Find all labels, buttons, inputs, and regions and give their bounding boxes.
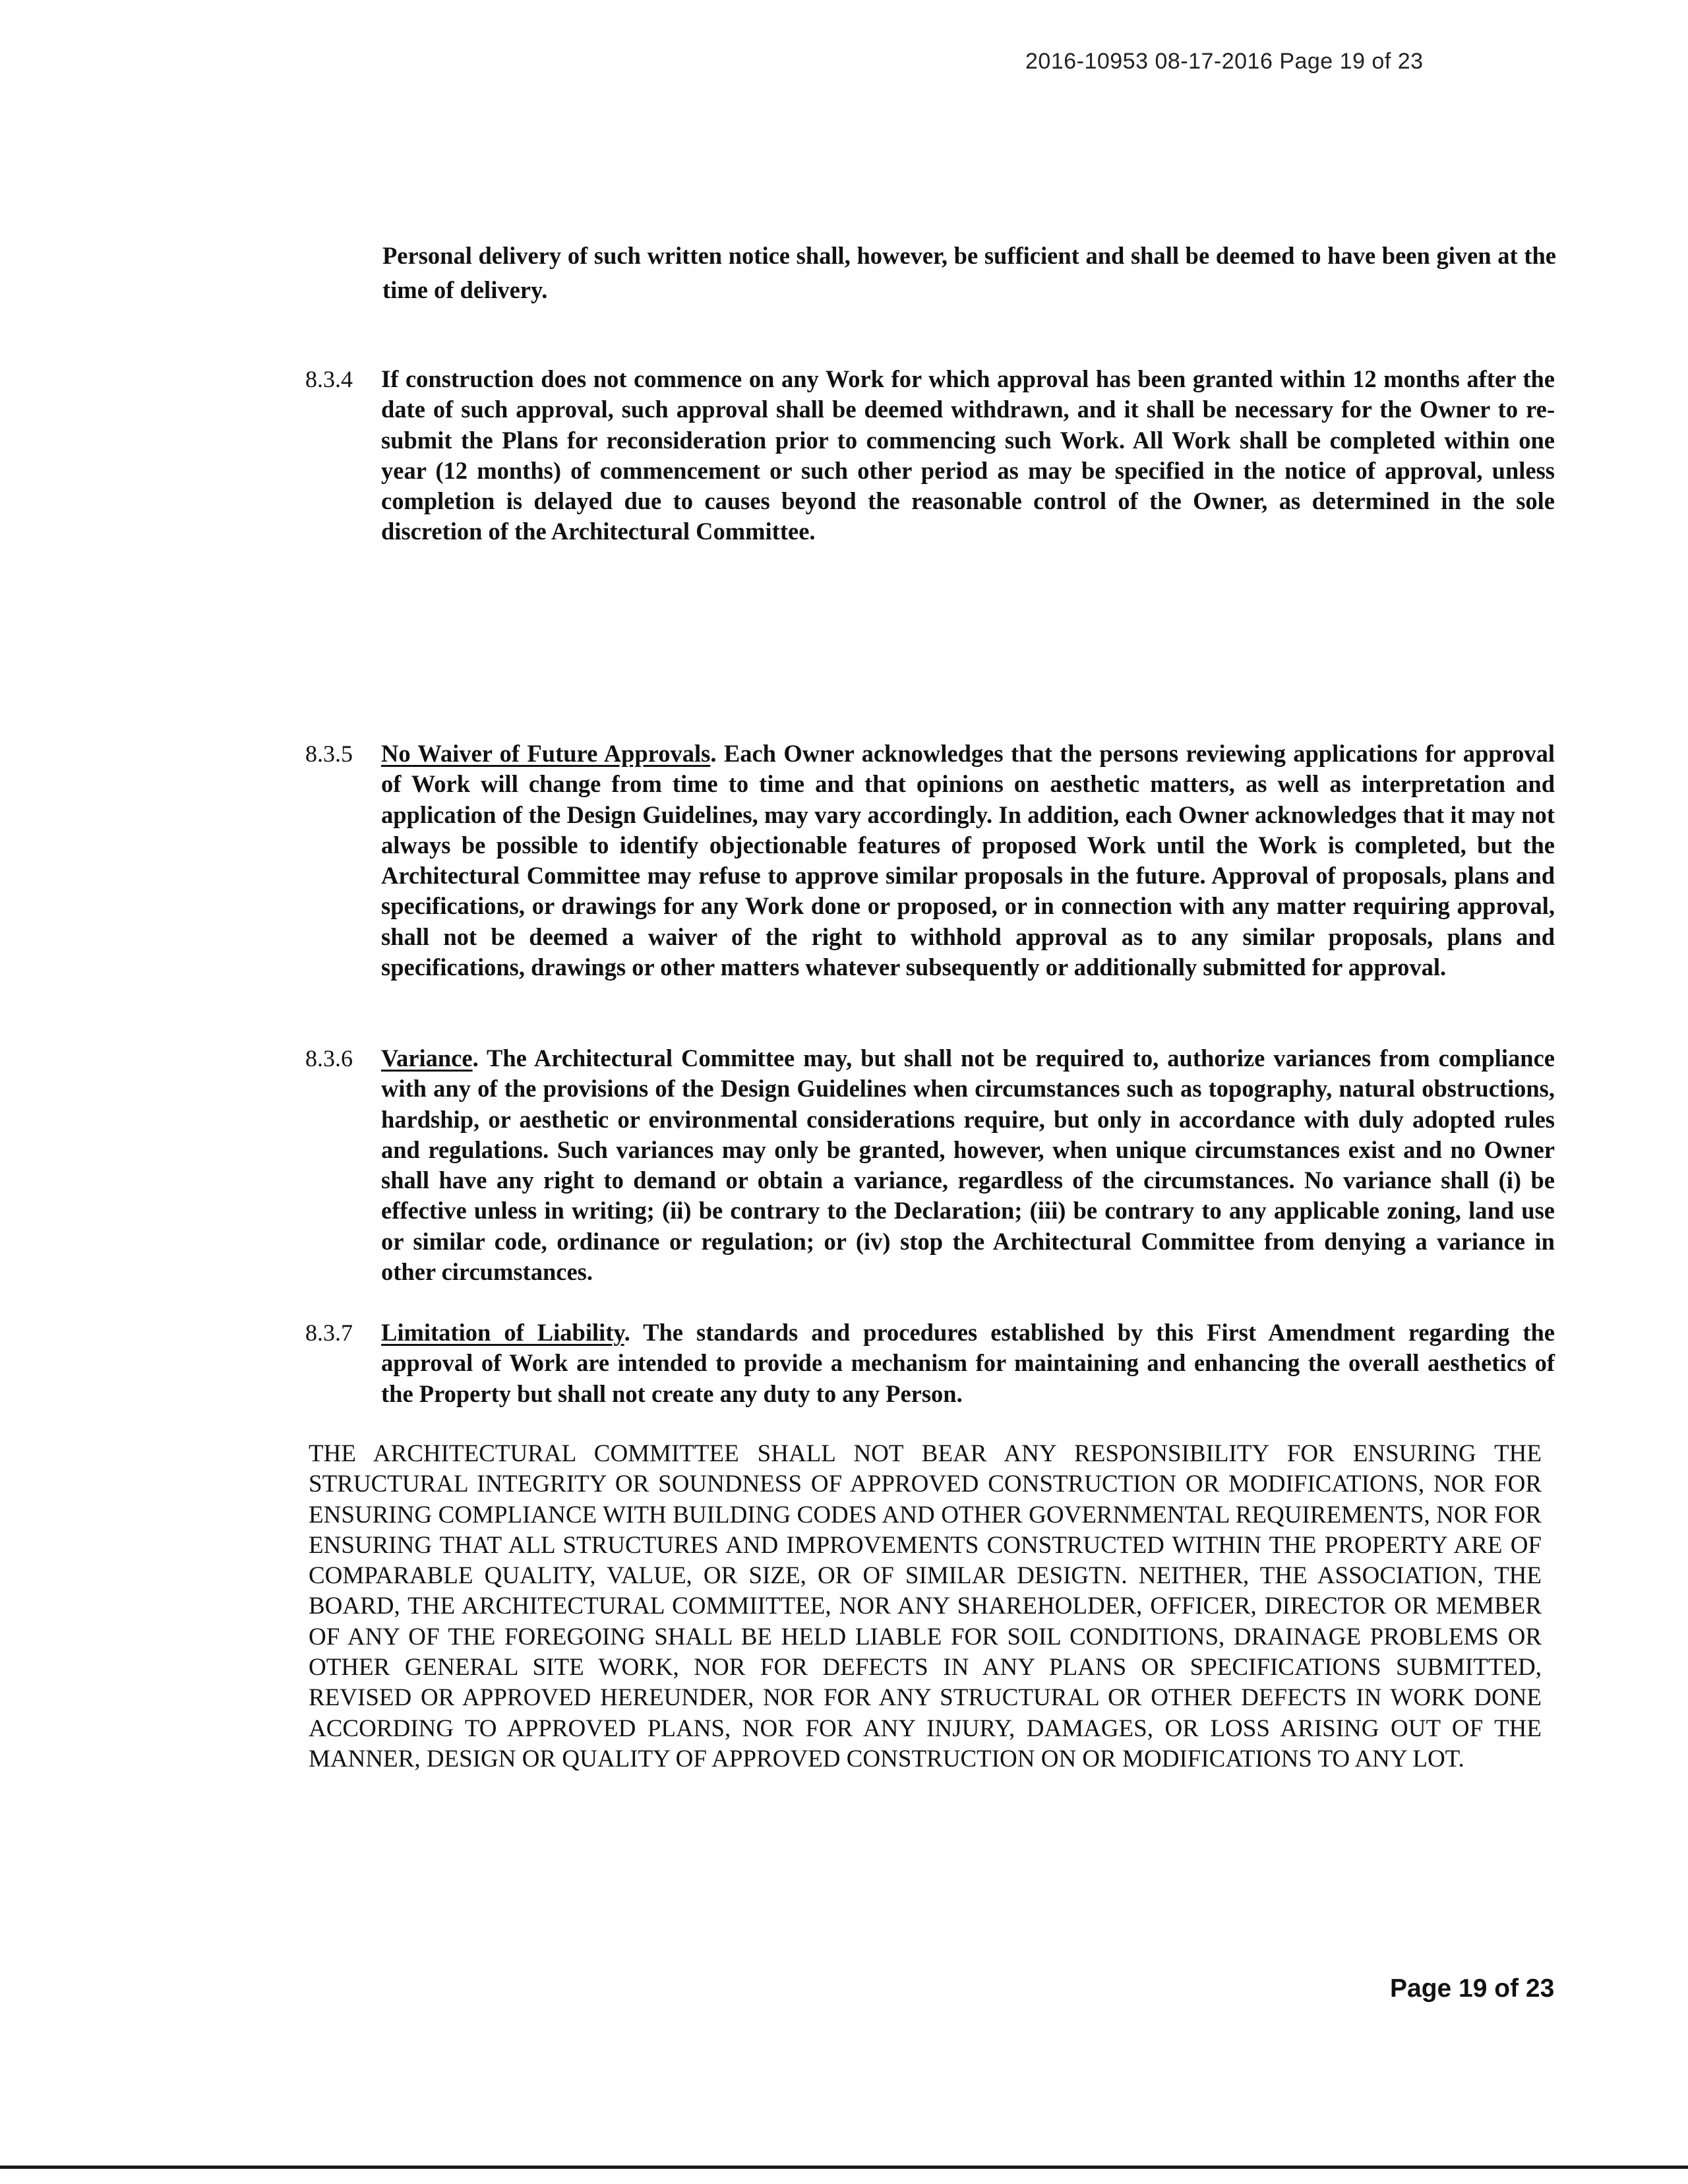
- section-8-3-6-text: . The Architectural Committee may, but shall not be required to, authorize variances from compliance with any of the provisions of the Design Guidelines when circumstances such as topography, natural obstructions, hardship, or aesthetic or environmental considerations require, but only in accordance with duly adopted rules and regulations. Such variances may only be granted, however, when unique circumstances exist and no Owner shall have any right to demand or obtain a variance, regardless of the circumstances. No variance shall (i) be effective unless in writing; (ii) be contrary to the Declaration; (iii) be contrary to any applicable zoning, land use or similar code, ordinance or regulation; or (iv) stop the Architectural Committee from denying a variance in other circumstances.: [381, 1045, 1555, 1286]
- section-number-8-3-5: 8.3.5: [305, 741, 353, 767]
- section-8-3-7-text: . The standards and procedures established by this First Amendment regarding the approval of Work are intended to provide a mechanism for maintaining and enhancing the overall aesthetics of the Property but shall not create any duty to any Person.: [381, 1319, 1555, 1407]
- section-8-3-7-body: [381, 1318, 1555, 1409]
- continuation-paragraph: Personal delivery of such written notice shall, however, be sufficient and shall be deemed to have been given at the time of delivery.: [382, 242, 1556, 303]
- section-8-3-4-body: [381, 364, 1555, 547]
- section-8-3-6-body: [381, 1043, 1555, 1287]
- section-number-8-3-7: 8.3.7: [305, 1320, 353, 1346]
- page-number: Page 19 of 23: [1390, 1974, 1555, 2003]
- document-stamp: 2016-10953 08-17-2016 Page 19 of 23: [1025, 49, 1424, 74]
- section-number-8-3-6: 8.3.6: [305, 1045, 353, 1072]
- section-8-3-5-text: . Each Owner acknowledges that the persons reviewing applications for approval of Work will change from time to time and that opinions on aesthetic matters, as well as interpretation and application of the Design Guidelines, may vary accordingly. In addition, each Owner acknowledges that it may not always be possible to identify objectionable features of proposed Work until the Work is completed, but the Architectural Committee may refuse to approve similar proposals in the future. Approval of proposals, plans and specifications, or drawings for any Work done or proposed, or in connection with any matter requiring approval, shall not be deemed a waiver of the right to withhold approval as to any similar proposals, plans and specifications, drawings or other matters whatever subsequently or additionally submitted for approval.: [381, 740, 1555, 981]
- section-8-3-5-heading: No Waiver of Future Approvals: [381, 740, 711, 767]
- section-8-3-6-heading: Variance: [381, 1045, 473, 1072]
- section-number-8-3-4: 8.3.4: [305, 366, 353, 392]
- bottom-rule: [0, 2166, 1688, 2169]
- liability-disclaimer: THE ARCHITECTURAL COMMITTEE SHALL NOT BEAR ANY RESPONSIBILITY FOR ENSURING THE STRUCTURAL INTEGRITY OR SOUNDNESS OF APPROVED CONSTRUCTION OR MODIFICATIONS, NOR FOR ENSURING COMPLIANCE WITH BUILDING CODES AND OTHER GOVERNMENTAL REQUIREMENTS, NOR FOR ENSURING THAT ALL STRUCTURES AND IMPROVEMENTS CONSTRUCTED WITHIN THE PROPERTY ARE OF COMPARABLE QUALITY, VALUE, OR SIZE, OR OF SIMILAR DESIGTN. NEITHER, THE ASSOCIATION, THE BOARD, THE ARCHITECTURAL COMMIITTEE, NOR ANY SHAREHOLDER, OFFICER, DIRECTOR OR MEMBER OF ANY OF THE FOREGOING SHALL BE HELD LIABLE FOR SOIL CONDITIONS, DRAINAGE PROBLEMS OR OTHER GENERAL SITE WORK, NOR FOR DEFECTS IN ANY PLANS OR SPECIFICATIONS SUBMITTED, REVISED OR APPROVED HEREUNDER, NOR FOR ANY STRUCTURAL OR OTHER DEFECTS IN WORK DONE ACCORDING TO APPROVED PLANS, NOR FOR ANY INJURY, DAMAGES, OR LOSS ARISING OUT OF THE MANNER, DESIGN OR QUALITY OF APPROVED CONSTRUCTION ON OR MODIFICATIONS TO ANY LOT.: [309, 1440, 1542, 1773]
- section-8-3-5-body: [381, 739, 1555, 983]
- section-8-3-7-heading: Limitation of Liability: [381, 1319, 624, 1346]
- section-8-3-4-text: If construction does not commence on any Work for which approval has been granted within 12 months after the date of such approval, such approval shall be deemed withdrawn, and it shall be necessary for the Owner to re-submit the Plans for reconsideration prior to commencing such Work. All Work shall be completed within one year (12 months) of commencement or such other period as may be specified in the notice of approval, unless completion is delayed due to causes beyond the reasonable control of the Owner, as determined in the sole discretion of the Architectural Committee.: [381, 365, 1555, 545]
